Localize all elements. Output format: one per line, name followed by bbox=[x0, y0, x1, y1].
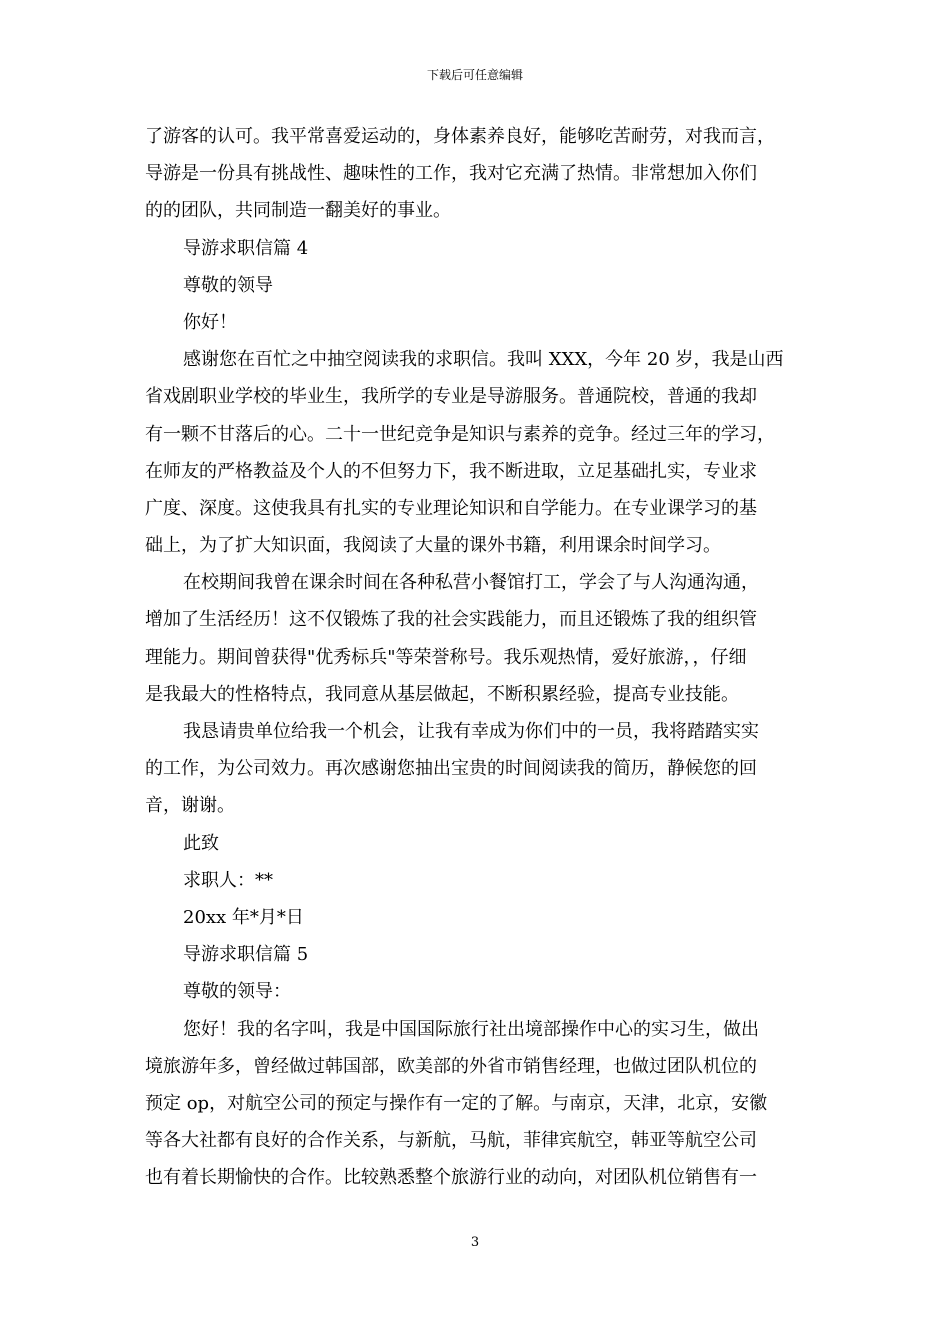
text-line: 广度、深度。这使我具有扎实的专业理论知识和自学能力。在专业课学习的基 bbox=[145, 497, 757, 519]
text-line: 是我最大的性格特点，我同意从基层做起，不断积累经验，提高专业技能。 bbox=[145, 683, 739, 705]
page-header: 下载后可任意编辑 bbox=[426, 68, 523, 82]
text-line: 增加了生活经历！这不仅锻炼了我的社会实践能力，而且还锻炼了我的组织管 bbox=[145, 609, 757, 631]
text-line: 尊敬的领导： bbox=[183, 981, 291, 1003]
text-line: 你好！ bbox=[183, 311, 237, 333]
page-number: 3 bbox=[470, 1235, 480, 1250]
text-line: 求职人：** bbox=[183, 869, 273, 891]
text-line: 尊敬的领导 bbox=[183, 274, 273, 296]
text-line: 在校期间我曾在课余时间在各种私营小餐馆打工，学会了与人沟通沟通， bbox=[183, 572, 759, 594]
text-line: 境旅游年多，曾经做过韩国部，欧美部的外省市销售经理，也做过团队机位的 bbox=[145, 1055, 757, 1077]
text-line: 您好！我的名字叫，我是中国国际旅行社出境部操作中心的实习生，做出 bbox=[183, 1018, 759, 1040]
text-line: 等各大社都有良好的合作关系，与新航，马航，菲律宾航空，韩亚等航空公司 bbox=[145, 1130, 757, 1152]
text-line: 理能力。期间曾获得"优秀标兵"等荣誉称号。我乐观热情，爱好旅游，，仔细 bbox=[145, 646, 747, 668]
text-line: 在师友的严格教益及个人的不但努力下，我不断进取，立足基础扎实，专业求 bbox=[145, 460, 757, 482]
text-line: 的工作，为公司效力。再次感谢您抽出宝贵的时间阅读我的简历，静候您的回 bbox=[145, 758, 757, 780]
text-line: 也有着长期愉快的合作。比较熟悉整个旅游行业的动向，对团队机位销售有一 bbox=[145, 1167, 757, 1189]
document-body bbox=[145, 118, 807, 1196]
text-line: 20xx 年*月*日 bbox=[183, 906, 304, 928]
text-line: 感谢您在百忙之中抽空阅读我的求职信。我叫 XXX，今年 20 岁，我是山西 bbox=[183, 349, 784, 371]
text-line: 导游是一份具有挑战性、趣味性的工作，我对它充满了热情。非常想加入你们 bbox=[145, 163, 757, 185]
text-line: 音，谢谢。 bbox=[145, 795, 235, 817]
text-line: 了游客的认可。我平常喜爱运动的，身体素养良好，能够吃苦耐劳，对我而言， bbox=[145, 126, 775, 147]
text-line: 预定 op，对航空公司的预定与操作有一定的了解。与南京，天津，北京，安徽 bbox=[145, 1092, 768, 1114]
text-line: 此致 bbox=[183, 832, 219, 854]
text-line: 的的团队，共同制造一翻美好的事业。 bbox=[145, 200, 451, 222]
text-line: 础上，为了扩大知识面，我阅读了大量的课外书籍，利用课余时间学习。 bbox=[145, 535, 721, 557]
text-line: 我恳请贵单位给我一个机会，让我有幸成为你们中的一员，我将踏踏实实 bbox=[183, 721, 759, 742]
text-line: 有一颗不甘落后的心。二十一世纪竞争是知识与素养的竞争。经过三年的学习， bbox=[145, 423, 775, 445]
text-line: 导游求职信篇 5 bbox=[183, 944, 309, 966]
text-line: 省戏剧职业学校的毕业生，我所学的专业是导游服务。普通院校，普通的我却 bbox=[145, 386, 757, 408]
text-line: 导游求职信篇 4 bbox=[183, 237, 309, 259]
